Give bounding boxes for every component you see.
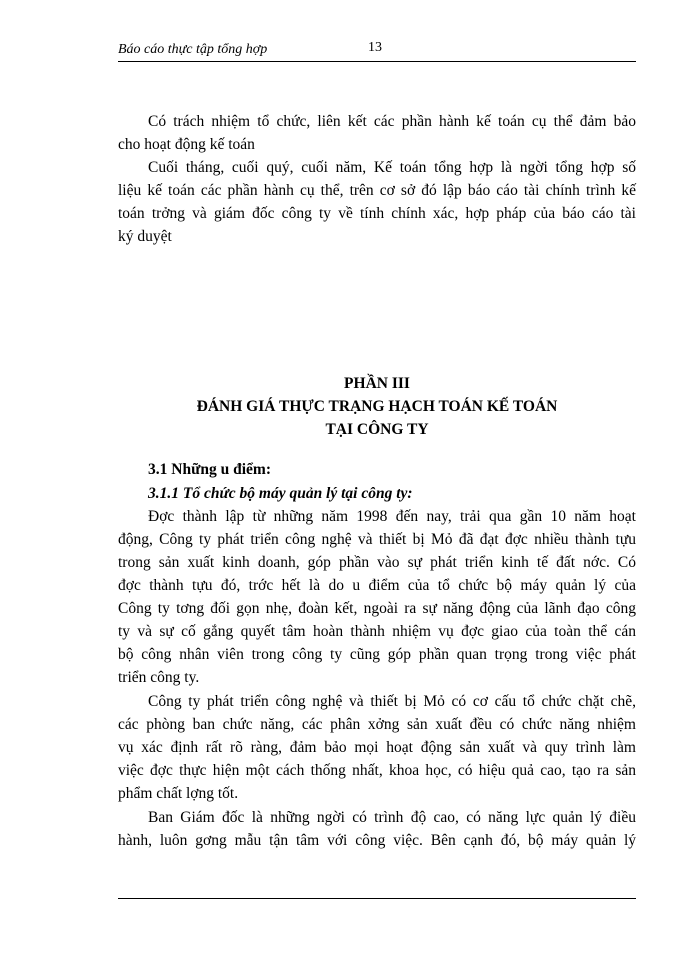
subsection-heading: 3.1.1 Tổ chức bộ máy quản lý tại công ty: [148, 485, 413, 502]
text-line: Công ty tơng đối gọn nhẹ, đoàn kết, ngoài ra sự năng động của lãnh đạo công [118, 600, 636, 617]
part-title: PHẦN III [344, 375, 410, 392]
text-line: cho hoạt động kế toán [118, 136, 255, 153]
text-line: động, Công ty phát triển công nghệ và thiết bị Mỏ đã đạt đợc nhiều thành tựu [118, 531, 636, 548]
text-line: ty và sự cố gắng quyết tâm hoàn thành nhiệm vụ đợc giao của toàn thể cán [118, 623, 636, 640]
text-line: Đợc thành lập từ những năm 1998 đến nay, trải qua gần 10 năm hoạt [148, 508, 636, 525]
text-line: phẩm chất lợng tốt. [118, 785, 239, 802]
footer-divider [118, 898, 636, 899]
text-line: các phòng ban chức năng, các phân xởng sản xuất đều có chức năng nhiệm [118, 716, 636, 733]
text-line: Cuối tháng, cuối quý, cuối năm, Kế toán tổng hợp là ngời tổng hợp số [148, 159, 636, 176]
header-title: Báo cáo thực tập tổng hợp [118, 42, 268, 57]
text-line: hành, luôn gơng mẫu tận tâm với công việc. Bên cạnh đó, bộ máy quản lý [118, 832, 636, 849]
text-line: ký duyệt [118, 228, 172, 245]
text-line: bộ công nhân viên trong công ty cũng góp phần quan trọng trong việc phát [118, 646, 636, 663]
page-number: 13 [368, 40, 382, 55]
text-line: đợc thành tựu đó, trớc hết là do u điểm của tổ chức bộ máy quản lý của [118, 577, 636, 594]
text-line: việc đợc thực hiện một cách thống nhất, khoa học, có hiệu quả cao, tạo ra sản [118, 762, 636, 779]
header-divider [118, 61, 636, 62]
text-line: toán trởng và giám đốc công ty về tính chính xác, hợp pháp của báo cáo tài [118, 205, 636, 222]
text-line: triển công ty. [118, 669, 200, 686]
section-title-line1: ĐÁNH GIÁ THỰC TRẠNG HẠCH TOÁN KẾ TOÁN [196, 398, 558, 415]
text-line: Ban Giám đốc là những ngời có trình độ cao, có năng lực quản lý điều [148, 809, 636, 826]
text-line: Công ty phát triển công nghệ và thiết bị Mỏ có cơ cấu tổ chức chặt chẽ, [148, 693, 636, 710]
text-line: liệu kế toán các phần hành cụ thể, trên cơ sở đó lập báo cáo tài chính trình kế [118, 182, 636, 199]
text-line: vụ xác định rất rõ ràng, đảm bảo mọi hoạt động sản xuất và quy trình làm [118, 739, 636, 756]
page-header [118, 40, 636, 62]
text-line: trong sản xuất kinh doanh, góp phần vào sự phát triển kinh tế đất nớc. Có [118, 554, 636, 571]
section-heading: 3.1 Những u điểm: [148, 461, 271, 478]
text-line: Có trách nhiệm tổ chức, liên kết các phần hành kế toán cụ thể đảm bảo [148, 113, 636, 130]
section-title-line2: TẠI CÔNG TY [325, 421, 429, 438]
